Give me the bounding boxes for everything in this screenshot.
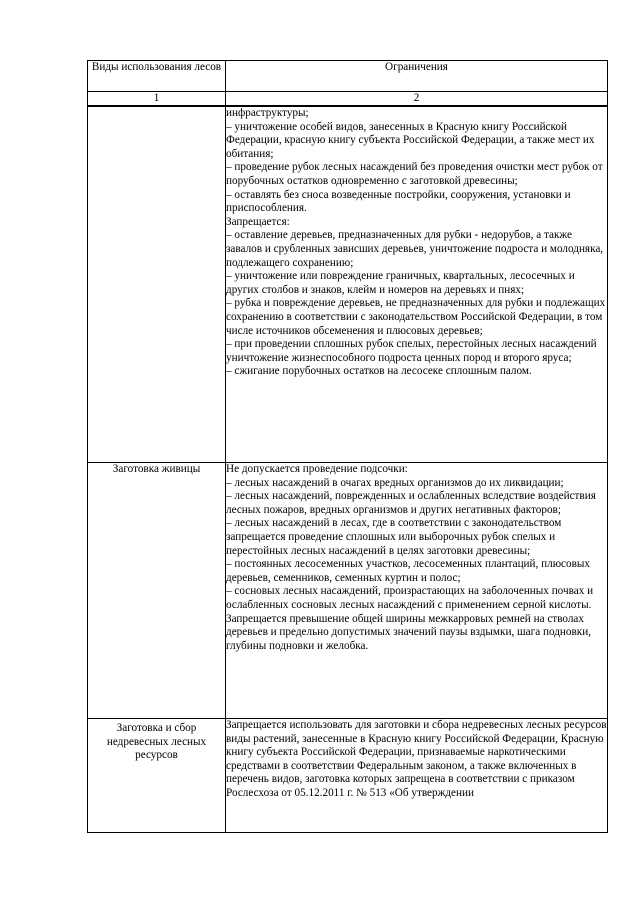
restriction-line: – оставлять без сноса возведенные постройки, сооружения, установки и приспособления. [226,188,571,215]
header-forest-use-types: Виды использования лесов [88,61,226,92]
header-restrictions: Ограничения [226,61,608,92]
restriction-line: – лесных насаждений в очагах вредных организмов до их ликвидации; [226,476,564,489]
table-row [88,719,608,833]
restriction-line: – постоянных лесосеменных участков, лесосеменных плантаций, плюсовых деревьев, семенников, семенных куртин и полос; [226,558,591,584]
restriction-line: – уничтожение особей видов, занесенных в Красную книгу Российской Федерации, красную книгу субъекта Российской Федерации, а также мест их обитания; [226,120,595,160]
restriction-line: Запрещается использовать для заготовки и сбора недревесных лесных ресурсов виды растений, занесенные в Красную книгу Российской Федерации, Красную книгу субъекта Российской Федерации, признаваемые наркотическими средствами в соответствии Федеральным законом, а также включенных в перечень видов, заготовка которых запрещена в соответствии с приказом Рослесхоза от 05.12.2011 г. № 513 «Об утверждении [226,719,607,799]
restriction-line: – сжигание порубочных остатков на лесосеке сплошным палом. [226,365,532,378]
restriction-line: – оставление деревьев, предназначенных для рубки - недорубов, а также завалов и срубленных зависших деревьев, уничтожение подроста и молодняка, подлежащего сохранению; [226,229,604,269]
table-row [88,106,608,463]
restriction-line: Запрещается: [226,215,290,228]
restriction-line: – проведение рубок лесных насаждений без проведения очистки мест рубок от порубочных остатков одновременно с заготовкой древесины; [226,161,603,187]
column-number-row [88,92,608,107]
restriction-line: инфраструктуры; [226,107,309,119]
restriction-line: – лесных насаждений в лесах, где в соответствии с законодательством запрещается проведение сплошных или выборочных рубок спелых и перестойных лесных насаждений в целях заготовки древесины; [226,517,562,557]
header-row [88,61,608,92]
forest-use-type-cell [88,106,226,463]
column-number-1: 1 [88,92,226,107]
table-row [88,463,608,719]
restriction-line: – лесных насаждений, поврежденных и ослабленных вследствие воздействия лесных пожаров, вредных организмов и других негативных факторов; [226,490,596,516]
restriction-line: – рубка и повреждение деревьев, не предназначенных для рубки и подлежащих сохранению в соответствии с законодательством Российской Федерации, в том числе источников обсеменения и плюсовых деревьев; [226,297,606,337]
restrictions-table [87,60,608,833]
restrictions-cell [226,106,608,463]
restriction-line: – сосновых лесных насаждений, произрастающих на заболоченных почвах и ослабленных сосновых лесных насаждений с применением серной кислоты. Запрещается превышение общей ширины межкарровых ремней на стволах деревьев и предельно допустимых значений паузы вздымки, шага подновки, глубины подновки и желобка. [226,585,594,652]
restriction-line: – уничтожение или повреждение граничных, квартальных, лесосечных и других столбов и знаков, клейм и номеров на деревьях и пнях; [226,270,575,296]
forest-use-type-cell: Заготовка живицы [88,463,226,719]
restriction-line: Не допускается проведение подсочки: [226,463,408,475]
forest-use-type-cell: Заготовка и сбор недревесных лесных ресурсов [88,719,226,833]
column-number-2: 2 [226,92,608,107]
restrictions-cell [226,719,608,833]
restrictions-cell [226,463,608,719]
restriction-line: – при проведении сплошных рубок спелых, перестойных лесных насаждений уничтожение жизнеспособного подроста ценных пород и второго яруса; [226,338,597,364]
